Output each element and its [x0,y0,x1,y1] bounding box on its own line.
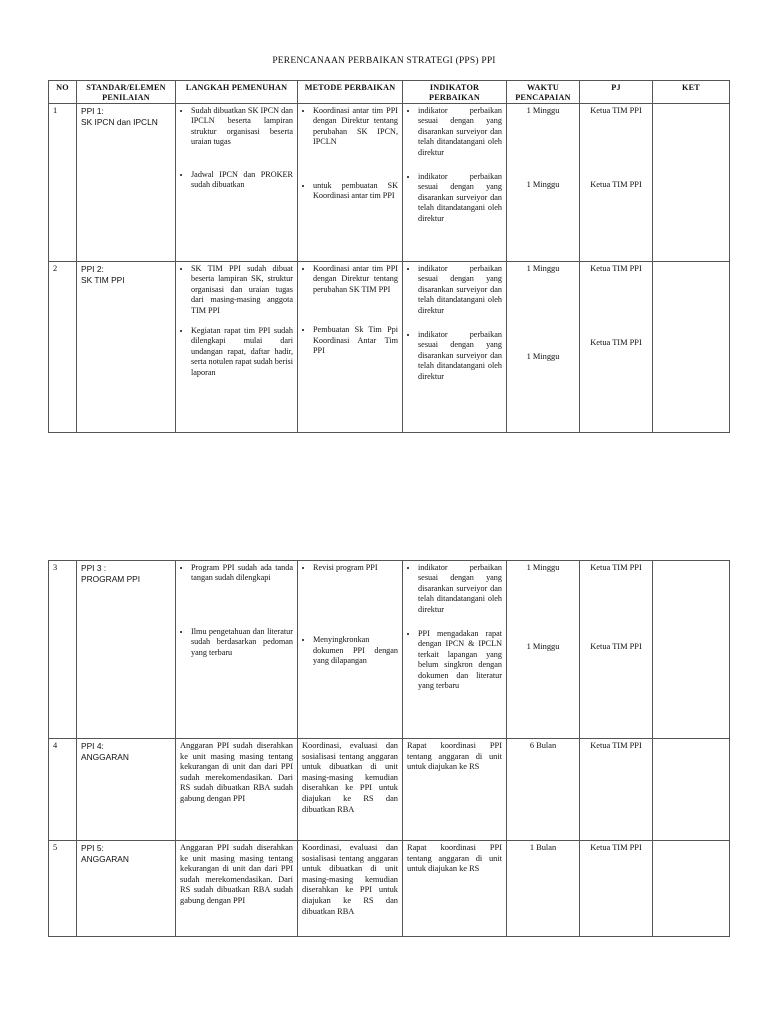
list-item: • indikator perbaikan sesuai dengan yang disarankan surveiyor dan telah ditandatangani oleh direktur [418,330,502,382]
standar-name: SK IPCN dan IPCLN [81,116,158,127]
ket-cell [653,739,730,841]
waktu-value: 1 Minggu [526,179,560,189]
pj-value: Ketua TIM PPI [590,106,642,115]
header-indikator: INDIKATOR PERBAIKAN [403,81,507,104]
indikator-cell [403,104,507,262]
standar-cell [77,561,176,739]
list-item: • untuk pembuatan SK Koordinasi antar tim PPI [313,181,398,202]
pj-value: Ketua TIM PPI [590,563,642,572]
list-item: • indikator perbaikan sesuai dengan yang disarankan surveiyor dan telah ditandatangani oleh direktur [418,106,502,158]
row-number: 1 [49,104,77,262]
list-item: • Program PPI sudah ada tanda tangan sudah dilengkapi [191,563,293,584]
pj-cell: Ketua TIM PPI [580,841,653,937]
header-waktu: WAKTU PENCAPAIAN [507,81,580,104]
row-number: 4 [49,739,77,841]
waktu-value: 1 Minggu [526,106,560,115]
header-row [49,81,730,104]
langkah-cell: Anggaran PPI sudah diserahkan ke unit masing masing tentang kekurangan di unit dan dari PPI sudah merekomendasikan. Dari RS sudah dibuatkan RBA sudah gabung dengan PPI [176,739,298,841]
pj-value: Ketua TIM PPI [590,337,642,347]
standar-code: PPI 2: [81,264,104,274]
standar-cell [77,739,176,841]
pj-value: Ketua TIM PPI [590,179,642,189]
list-item: • Pembuatan Sk Tim Ppi Koordinasi Antar Tim PPI [313,325,398,356]
indikator-cell [403,262,507,433]
row-number: 5 [49,841,77,937]
list-item: • Jadwal IPCN dan PROKER sudah dibuatkan [191,170,293,191]
standar-name: ANGGARAN [81,751,129,762]
waktu-cell [507,262,580,433]
row-number: 3 [49,561,77,739]
waktu-cell [507,561,580,739]
waktu-cell [507,104,580,262]
langkah-cell: Anggaran PPI sudah diserahkan ke unit masing masing tentang kekurangan di unit dan dari PPI sudah merekomendasikan. Dari RS sudah dibuatkan RBA sudah gabung dengan PPI [176,841,298,937]
standar-code: PPI 1: [81,106,104,116]
table-row [49,104,730,262]
row-number: 2 [49,262,77,433]
waktu-value: 1 Minggu [526,351,560,361]
ket-cell [653,561,730,739]
pj-cell: Ketua TIM PPI [580,739,653,841]
langkah-cell [176,561,298,739]
list-item: • Koordinasi antar tim PPI dengan Direktur tentang perubahan SK IPCN, IPCLN [313,106,398,148]
ket-cell [653,104,730,262]
header-no: NO [49,81,77,104]
metode-cell [298,561,403,739]
waktu-cell: 1 Bulan [507,841,580,937]
pj-value: Ketua TIM PPI [590,264,642,273]
waktu-value: 1 Minggu [526,563,560,572]
ket-cell [653,841,730,937]
table-row [49,561,730,739]
pps-table-part-2 [48,560,730,937]
pj-value: Ketua TIM PPI [590,641,642,651]
indikator-cell: Rapat koordinasi PPI tentang anggaran di unit untuk diajukan ke RS [403,739,507,841]
langkah-cell [176,104,298,262]
metode-cell [298,104,403,262]
table-row [49,841,730,937]
waktu-value: 1 Minggu [526,264,560,273]
standar-code: PPI 3 : [81,563,107,573]
list-item: • PPI mengadakan rapat dengan IPCN & IPCLN terkait lapangan yang belum singkron dengan dokumen dan literatur yang terbaru [418,629,502,691]
metode-cell [298,262,403,433]
langkah-cell [176,262,298,433]
header-langkah: LANGKAH PEMENUHAN [176,81,298,104]
list-item: • Koordinasi antar tim PPI dengan Direktur tentang perubahan SK TIM PPI [313,264,398,295]
header-ket: KET [653,81,730,104]
indikator-cell [403,561,507,739]
standar-name: SK TIM PPI [81,274,125,285]
ket-cell [653,262,730,433]
standar-cell [77,841,176,937]
standar-code: PPI 4: [81,741,104,751]
table-row [49,262,730,433]
document-title: PERENCANAAN PERBAIKAN STRATEGI (PPS) PPI [272,56,496,66]
standar-cell [77,104,176,262]
standar-cell [77,262,176,433]
list-item: • indikator perbaikan sesuai dengan yang disarankan surveiyor dan telah ditandatangani oleh direktur [418,563,502,615]
pj-cell [580,262,653,433]
metode-cell: Koordinasi, evaluasi dan sosialisasi tentang anggaran untuk dibuatkan di unit masing-masing kemudian diserahkan ke PPI untuk diajukan ke RS dan dibuatkan RBA [298,739,403,841]
waktu-value: 1 Minggu [526,641,560,651]
header-standar: STANDAR/ELEMEN PENILAIAN [77,81,176,104]
list-item: • indikator perbaikan sesuai dengan yang disarankan surveiyor dan telah ditandatangani oleh direktur [418,264,502,316]
waktu-cell: 6 Bulan [507,739,580,841]
list-item: • SK TIM PPI sudah dibuat beserta lampiran SK, struktur organisasi dan uraian tugas dari masing-masing anggota TIM PPI [191,264,293,316]
standar-code: PPI 5: [81,843,104,853]
list-item: • Kegiatan rapat tim PPI sudah dilengkapi mulai dari undangan rapat, daftar hadir, serta notulen rapat sudah berisi laporan [191,326,293,378]
list-item: • Menyingkronkan dokumen PPI dengan yang dilapangan [313,635,398,666]
header-pj: PJ [580,81,653,104]
list-item: • Sudah dibuatkan SK IPCN dan IPCLN beserta lampiran struktur organisasi beserta uraian tugas [191,106,293,148]
list-item: • Revisi program PPI [313,563,398,573]
standar-name: PROGRAM PPI [81,573,141,584]
list-item: • indikator perbaikan sesuai dengan yang disarankan surveiyor dan telah ditandatangani oleh direktur [418,172,502,224]
pj-cell [580,561,653,739]
pps-table-part-1 [48,80,730,433]
header-metode: METODE PERBAIKAN [298,81,403,104]
indikator-cell: Rapat koordinasi PPI tentang anggaran di unit untuk diajukan ke RS [403,841,507,937]
table-row [49,739,730,841]
metode-cell: Koordinasi, evaluasi dan sosialisasi tentang anggaran untuk dibuatkan di unit masing-masing kemudian diserahkan ke PPI untuk diajukan ke RS dan dibuatkan RBA [298,841,403,937]
standar-name: ANGGARAN [81,853,129,864]
list-item: • Ilmu pengetahuan dan literatur sudah berdasarkan pedoman yang terbaru [191,627,293,658]
pj-cell [580,104,653,262]
